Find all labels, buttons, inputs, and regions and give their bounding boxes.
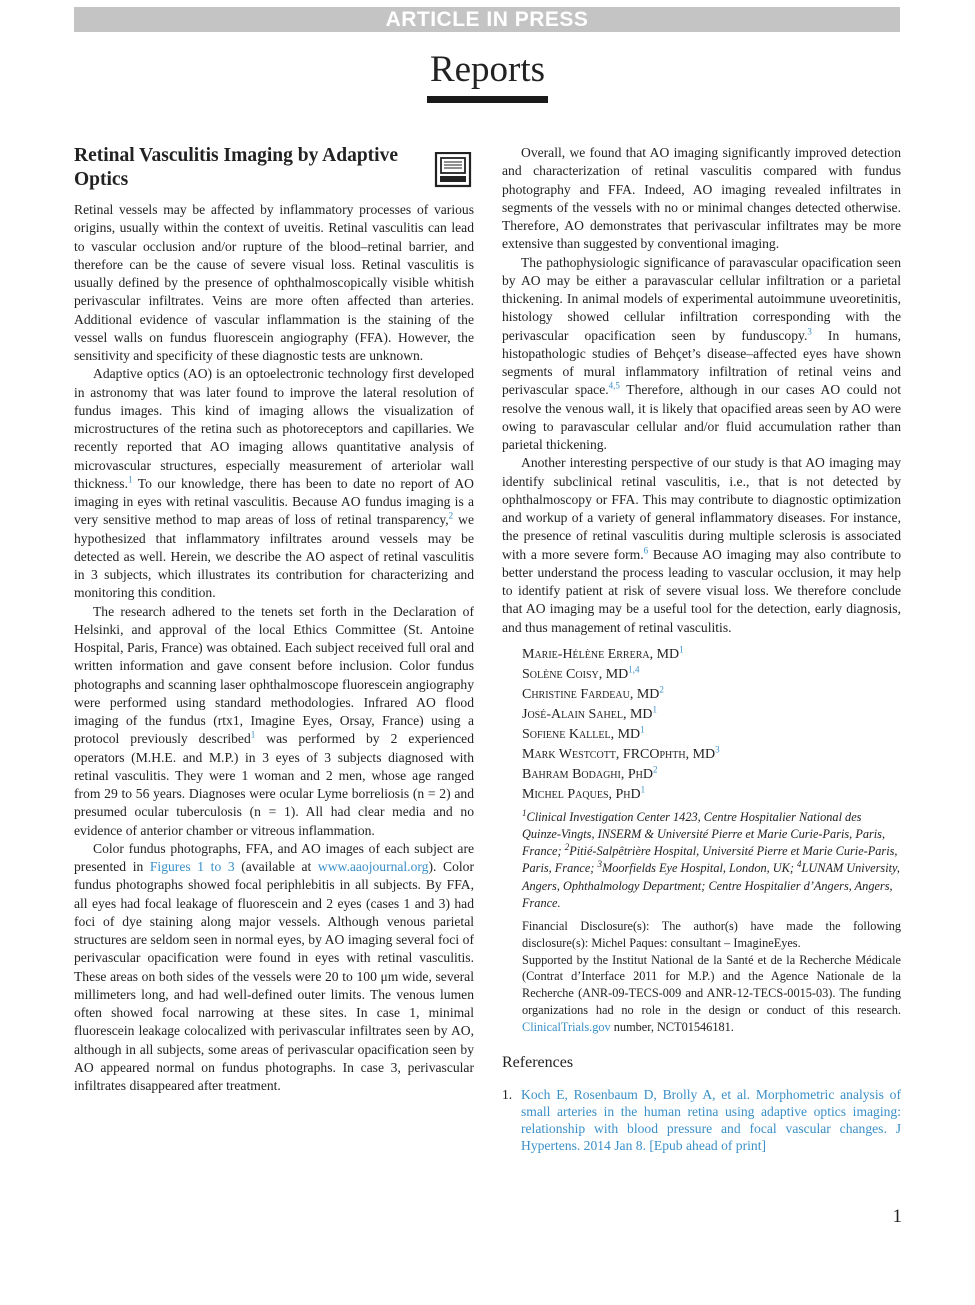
- paragraph: The research adhered to the tenets set forth in the Declaration of Helsinki, and approval of the local Ethics Committee (St. Antoine Hospital, Paris, France) was obtained. Each subject received full oral and written information and gave consent before inclusion. Color fundus photographs and scanning laser ophthalmoscope fluorescein angiography were performed using standard methodologies. Infrared AO flood imaging of the fundus (rtx1, Imagine Eyes, Orsay, France) using a protocol previously described$^1$ was performed by 2 experienced operators (M.H.E. and M.P.) in 3 eyes of 3 subjects diagnosed with retinal vasculitis. They were 1 woman and 2 men, whose age ranged from 29 to 56 years. Diagnoses were ocular Lyme borreliosis (n = 2) and presumed ocular tuberculosis (n = 1). All had clear media and no evidence of anterior chamber or vitreous inflammation.: [74, 603, 475, 838]
- paragraph: Overall, we found that AO imaging significantly improved detection and characterization of retinal vasculitis compared with fundus photography and FFA. Indeed, AO imaging revealed infiltrates in segments of the vessels with no or minimal changes detected otherwise. Therefore, AO demonstrates that perivascular infiltrates may be more extensive than suggested by conventional imaging.: [502, 145, 901, 252]
- author: Marie-Hélène Errera, $MD^1$: [522, 644, 684, 662]
- citation[interactable]: 6: [643, 544, 649, 555]
- right-column: [502, 144, 901, 1154]
- journal-website-link[interactable]: www.aaojournal.org: [317, 859, 429, 874]
- citation[interactable]: 1: [128, 474, 133, 485]
- citation[interactable]: 3: [807, 325, 812, 336]
- computer-icon: [434, 152, 472, 188]
- figures-link[interactable]: Figures 1 to 3: [149, 859, 235, 874]
- author: Solène Coisy, MD$^{1,4}$: [522, 664, 640, 682]
- paragraph: Retinal vessels may be affected by inflammatory processes of various origins, usually within the context of uveitis. Retinal vasculitis can lead to vascular occlusion and/or rupture of the blood–retinal barrier, and therefore can be the cause of severe visual loss. Retinal vasculitis is usually defined by the presence of ophthalmoscopically visible whitish perivascular infiltrates. Veins are more often affected than arteries. Additional evidence of vascular inflammation is the staining of the vessel walls on fundus fluorescein angiography (FFA). However, the sensitivity and specificity of these diagnostic tests are unknown.: [74, 202, 474, 363]
- financial-disclosure: Financial Disclosure(s): The author(s) have made the following disclosure(s): Michel Paques: consultant – ImagineEyes.: [522, 918, 901, 950]
- citation[interactable]: 4,5: [608, 380, 620, 391]
- article-in-press-banner: ARTICLE IN PRESS: [74, 7, 900, 32]
- author: Bahram Bodaghi, PhD$^2$: [522, 764, 658, 782]
- author-list: [502, 645, 901, 805]
- page-number: 1: [892, 1206, 902, 1227]
- reference-text[interactable]: Koch E, Rosenbaum D, Brolly A, et al. Morphometric analysis of small arteries in the human retina using adaptive optics imaging: relationship with blood pressure and focal vascular changes. J Hypertens. 2014 Jan 8. [Epub ahead of print]: [521, 1086, 901, 1153]
- paragraph: Color fundus photographs, FFA, and AO images of each subject are presented in Figures 1 to 3 (available at www.aaojournal.org). Color fundus photographs showed focal periphlebitis in all subjects. By FFA, all eyes had focal leakage of fluorescein and 2 eyes (cases 1 and 3) had foci of dye staining along major vessels. Although venous parietal structures are seldom seen in normal eyes, by AO imaging several foci of perivascular opacification were found in eyes with retinal vasculitis. These areas on both sides of the vessels were 20 to 100 μm wide, several millimeters long, and had well-defined outer limits. The venous lumen often showed focal narrowing at these sites. In case 1, minimal fluorescein leakage colocalized with perivascular infiltrates seen by AO, although in all subjects, some areas of perivascular opacification seen by AO appeared normal on fundus photographs. In case 3, perivascular infiltrates disappeared after treatment.: [74, 840, 474, 1093]
- article-title: Retinal Vasculitis Imaging by Adaptive Optics: [74, 145, 398, 190]
- references-heading: References: [502, 1053, 574, 1071]
- paragraph: The pathophysiologic significance of paravascular opacification seen by AO may be either a paravascular cellular infiltration or a parietal thickening. In animal models of experimental autoimmune uveoretinitis, histology showed cellular infiltration corresponding with the perivascular opacification seen by funduscopy.$^3$ In humans, histopathologic studies of Behçet’s disease–affected eyes have shown segments of mural inflammatory infiltration of retinal veins and perivascular space.$^{4,5}$ Therefore, although in our cases AO could not resolve the venous wall, it is likely that opacified areas seen by AO were owing to paravascular cellular and/or fluid accumulation rather than parietal thickening.: [502, 254, 901, 452]
- affiliations: $^1$Clinical Investigation Center 1423, Centre Hospitalier National des Quinze-Vingts, INSERM & Université Pierre et Marie Curie-Paris, Paris, France; $^2$Pitié-Salpêtrière Hospital, Université Pierre et Marie Curie-Paris, Paris, France; $^3$Moorfields Eye Hospital, London, UK; $^4$LUNAM University, Angers, Ophthalmology Department; Centre Hospitalier d’Angers, Angers, France.: [522, 807, 900, 910]
- author: Christine Fardeau, $MD^2$: [522, 684, 664, 702]
- left-column: [74, 201, 474, 1095]
- section-rule: [427, 96, 548, 103]
- citation[interactable]: 2: [448, 510, 454, 521]
- clinicaltrials-link[interactable]: ClinicalTrials.gov: [522, 1019, 611, 1034]
- paragraph: Another interesting perspective of our study is that AO imaging may identify subclinical retinal vasculitis, i.e., that is not detected by ophthalmoscopy or FFA. This may contribute to diagnostic optimization and workup of a variety of general inflammatory diseases. For instance, the presence of retinal vasculitis during multiple sclerosis is associated with a more severe form.$^6$ Because AO imaging may also contribute to better understand the process leading to vascular occlusion, it may help to identify patient at risk of severe visual loss. We therefore conclude that AO imaging may be a useful tool for the detection, early diagnosis, and thus management of retinal vasculitis.: [502, 455, 902, 635]
- reference-number: 1.: [502, 1086, 513, 1102]
- paragraph: Adaptive optics (AO) is an optoelectronic technology first developed in astronomy that was later found to improve the lateral resolution of fundus images. This kind of imaging allows the visualization of microstructures of the retina such as photoreceptors and capillaries. We recently reported that AO imaging allows quantitative analysis of microvascular structures, especially measurement of arteriolar wall thickness.$^1$ To our knowledge, there has been to date no report of AO imaging in eyes with retinal vasculitis. Because AO fundus imaging is a very sensitive method to map areas of loss of retinal transparency,$^2$ we hypothesized that inflammatory infiltrates around vessels may be detected as well. Herein, we describe the AO aspect of retinal vasculitis in 3 subjects, which illustrates its contribution for characterizing and monitoring this condition.: [74, 366, 474, 601]
- author: José-Alain Sahel, $MD^1$: [522, 704, 657, 722]
- section-heading: Reports: [429, 49, 546, 90]
- citation[interactable]: 1: [250, 729, 256, 740]
- reference-item: [502, 1086, 901, 1154]
- author: Michel Paques, PhD$^1$: [522, 784, 646, 802]
- author: Mark Westcott, FRCOphth, $MD^3$: [522, 744, 720, 762]
- author: Sofiene Kallel, $MD^1$: [522, 724, 645, 742]
- funding-statement: Supported by the Institut National de la Santé et de la Recherche Médicale (Contrat d’Interface 2011 for M.P.) and the Agence Nationale de la Recherche (ANR-09-TECS-009 and ANR-12-TECS-0015-03). The funding organizations had no role in the design or conduct of this research. ClinicalTrials.gov number, NCT01546181.: [522, 952, 901, 1034]
